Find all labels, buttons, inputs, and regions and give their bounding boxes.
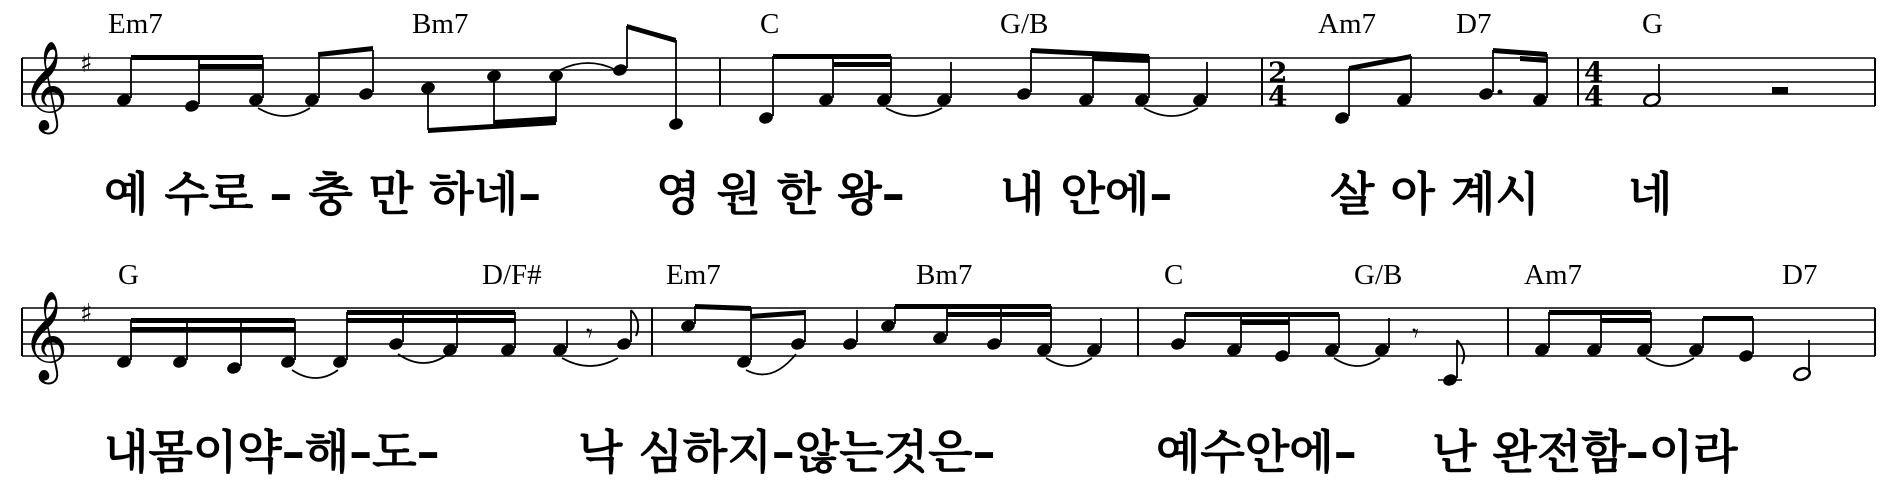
- chord-symbol: Am7: [1524, 259, 1582, 291]
- chord-symbol: Bm7: [916, 259, 973, 291]
- beams: [131, 24, 1547, 133]
- ties: [258, 63, 1198, 116]
- noteheads: [116, 62, 1549, 131]
- lyric-line: 내몸이약–해–도–: [104, 425, 440, 479]
- half-rest: [1772, 87, 1788, 94]
- time-signature-bottom: 4: [1268, 80, 1288, 113]
- lyric-line: 영 원 한 왕–: [656, 167, 905, 221]
- chord-symbol: Em7: [666, 259, 721, 291]
- eighth-rest: 𝄾: [1412, 319, 1419, 349]
- eighth-rest: 𝄾: [586, 319, 593, 349]
- chord-symbol: D7: [1782, 259, 1818, 291]
- time-signature-top: 4: [1584, 56, 1604, 89]
- staff-system-1: [22, 8, 1875, 221]
- chord-symbol: G: [118, 259, 139, 291]
- chord-symbol: D/F#: [482, 259, 542, 291]
- lyric-line: 난 완전함–이라: [1432, 425, 1738, 479]
- chord-symbol: Bm7: [412, 8, 469, 40]
- key-signature-sharp: ♯: [80, 299, 93, 329]
- chord-symbol: G/B: [1000, 8, 1049, 40]
- lyric-line: 낙 심하지–않는것은–: [578, 425, 996, 479]
- chord-symbol: Am7: [1318, 8, 1376, 40]
- augmentation-dot: [1498, 90, 1503, 95]
- time-signature-bottom: 4: [1584, 80, 1604, 113]
- lyric-line: 살 아 계시: [1330, 167, 1540, 221]
- lyric-line: 예 수로 – 충 만 하네–: [104, 167, 542, 221]
- key-signature-sharp: ♯: [80, 49, 93, 79]
- chord-symbol: Em7: [108, 8, 163, 40]
- time-signature-top: 2: [1268, 56, 1288, 89]
- treble-clef: 𝄞: [22, 41, 69, 131]
- chord-symbol: G: [1642, 8, 1663, 40]
- chord-symbol: C: [760, 8, 780, 40]
- lyric-line: 내 안에–: [1000, 167, 1173, 221]
- chord-symbol: G/B: [1354, 259, 1403, 291]
- staff-system-2: [22, 259, 1875, 479]
- chord-symbol: D7: [1456, 8, 1492, 40]
- lyric-line: 예수안에–: [1156, 425, 1357, 479]
- lyric-line: 네: [1628, 167, 1673, 221]
- ties: [292, 354, 1694, 378]
- treble-clef: 𝄞: [22, 291, 69, 381]
- chord-symbol: C: [1164, 259, 1184, 291]
- stems-and-beams: [131, 26, 1547, 130]
